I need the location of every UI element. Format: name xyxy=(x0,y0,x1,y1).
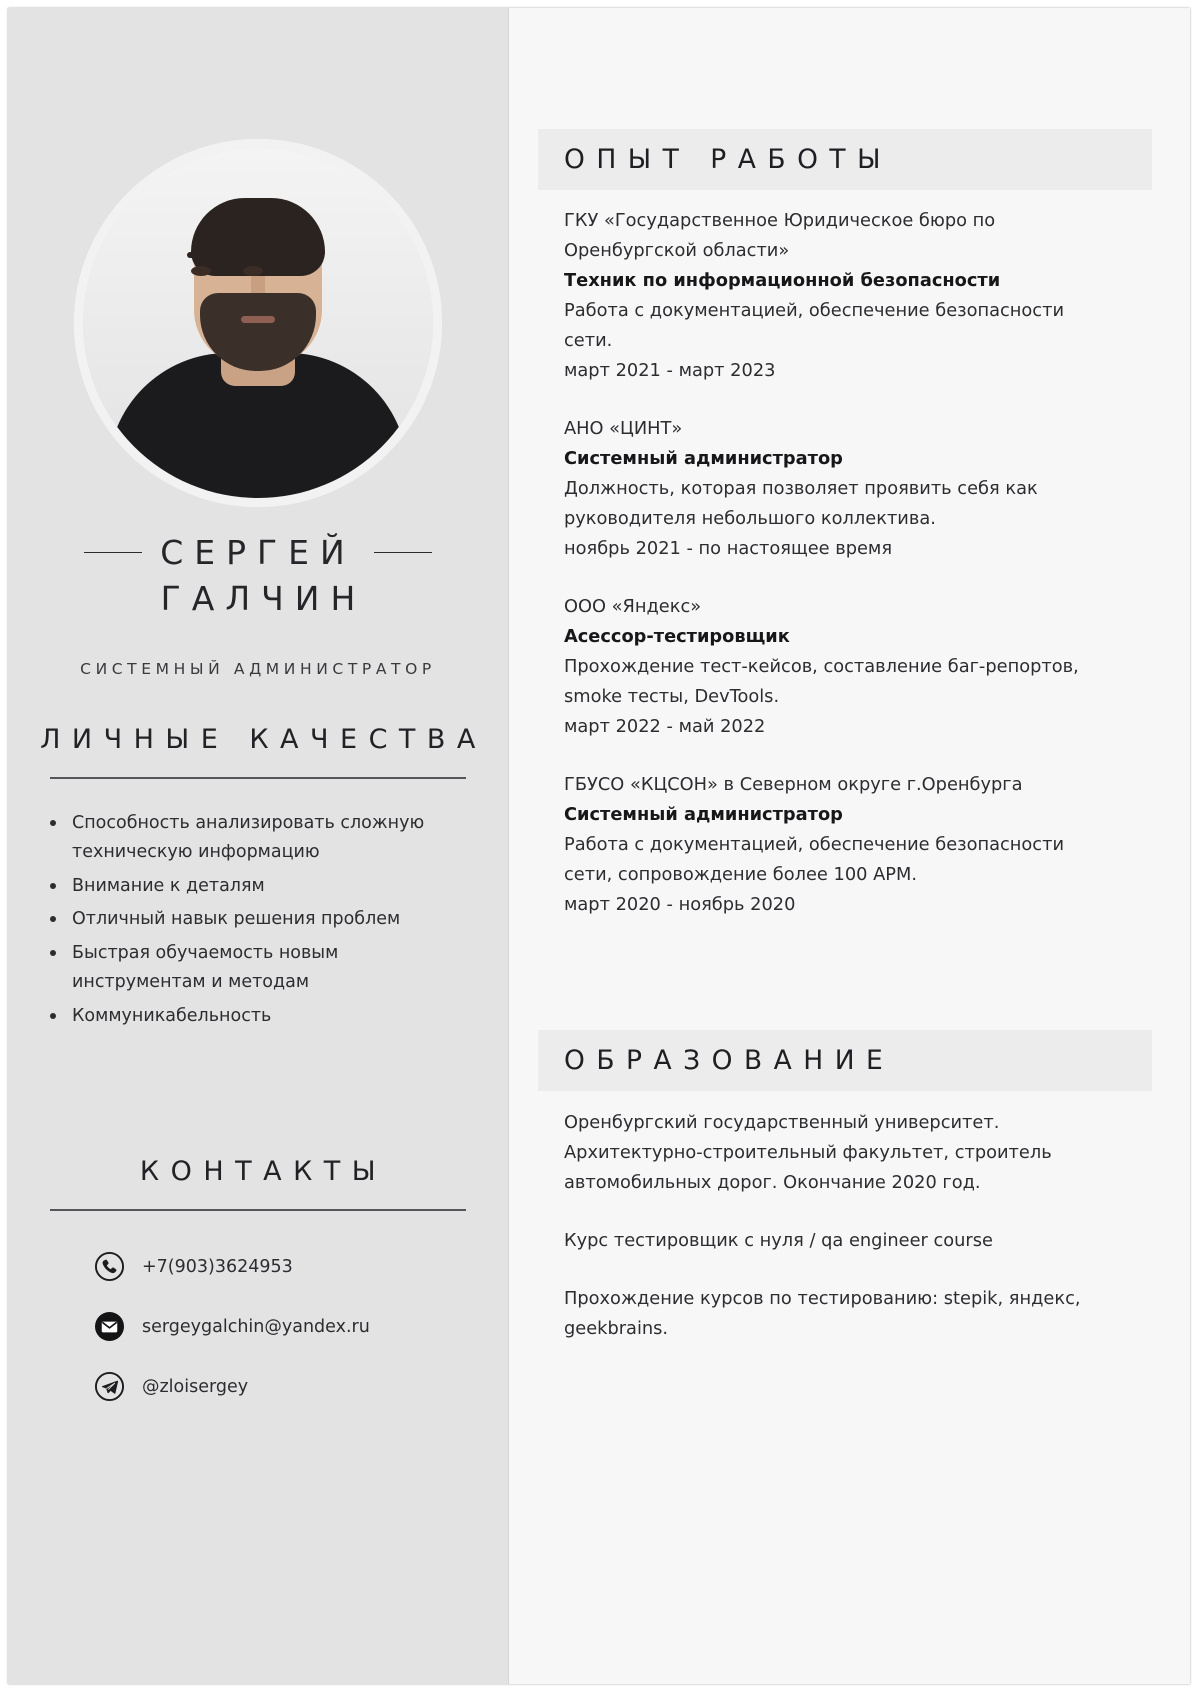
job-description: Должность, которая позволяет проявить себя как руководителя небольшого коллектива. xyxy=(564,478,1038,529)
education-header xyxy=(508,1030,1190,1091)
column-divider xyxy=(508,8,509,1684)
phone-value: +7(903)3624953 xyxy=(142,1256,293,1277)
first-name-row xyxy=(8,533,508,572)
quality-text: Внимание к деталям xyxy=(72,875,265,896)
job-role: Асессор-тестировщик xyxy=(564,626,790,647)
list-item xyxy=(72,939,472,998)
experience-item xyxy=(564,414,1084,564)
personal-qualities-heading: ЛИЧНЫЕ КАЧЕСТВА xyxy=(40,724,487,755)
job-organization: ГБУСО «КЦСОН» в Северном округе г.Оренбурга xyxy=(564,774,1023,795)
job-dates: март 2021 - март 2023 xyxy=(564,360,776,381)
job-dates: март 2022 - май 2022 xyxy=(564,716,766,737)
job-organization: АНО «ЦИНТ» xyxy=(564,418,683,439)
job-dates: март 2020 - ноябрь 2020 xyxy=(564,894,796,915)
education-item: Курс тестировщик с нуля / qa engineer course xyxy=(564,1230,993,1251)
contacts-heading: КОНТАКТЫ xyxy=(139,1156,388,1187)
job-role: Техник по информационной безопасности xyxy=(564,270,1001,291)
list-item xyxy=(72,809,472,868)
avatar-photo xyxy=(83,148,433,498)
experience-list xyxy=(564,206,1084,920)
education-list xyxy=(564,1108,1084,1344)
experience-heading: ОПЫТ РАБОТЫ xyxy=(564,144,892,175)
avatar-ring xyxy=(74,139,442,507)
contact-phone[interactable] xyxy=(94,1245,508,1289)
quality-text: Способность анализировать сложную техническую информацию xyxy=(72,812,425,863)
last-name: ГАЛЧИН xyxy=(160,579,367,618)
job-dates: ноябрь 2021 - по настоящее время xyxy=(564,538,893,559)
job-role: Системный администратор xyxy=(564,448,843,469)
contact-telegram[interactable] xyxy=(94,1365,508,1409)
avatar xyxy=(74,139,442,507)
experience-item xyxy=(564,592,1084,742)
email-value: sergeygalchin@yandex.ru xyxy=(142,1316,370,1337)
bullet-icon xyxy=(50,1013,56,1019)
main-column xyxy=(508,8,1190,1684)
list-item xyxy=(72,1002,472,1032)
telegram-icon xyxy=(94,1371,125,1402)
resume-page xyxy=(8,8,1190,1684)
experience-item xyxy=(564,770,1084,920)
contacts-divider xyxy=(50,1209,466,1211)
sidebar xyxy=(8,8,508,1684)
bullet-icon xyxy=(50,883,56,889)
education-item: Прохождение курсов по тестированию: stepik, яндекс, geekbrains. xyxy=(564,1288,1081,1339)
contact-email[interactable] xyxy=(94,1305,508,1349)
experience-item xyxy=(564,206,1084,386)
job-description: Прохождение тест-кейсов, составление баг-репортов, smoke тесты, DevTools. xyxy=(564,656,1079,707)
experience-header xyxy=(508,129,1190,190)
list-item xyxy=(72,905,472,935)
name-block xyxy=(8,533,508,618)
job-organization: ООО «Яндекс» xyxy=(564,596,702,617)
personal-qualities-section xyxy=(8,724,508,1035)
qualities-list xyxy=(8,809,508,1032)
job-title: СИСТЕМНЫЙ АДМИНИСТРАТОР xyxy=(80,660,436,678)
name-dash-left xyxy=(84,552,142,554)
job-role: Системный администратор xyxy=(564,804,843,825)
quality-text: Коммуникабельность xyxy=(72,1005,272,1026)
bullet-icon xyxy=(50,820,56,826)
email-icon xyxy=(94,1311,125,1342)
first-name: СЕРГЕЙ xyxy=(160,533,356,572)
job-description: Работа с документацией, обеспечение безопасности сети, сопровождение более 100 АРМ. xyxy=(564,834,1065,885)
qualities-divider xyxy=(50,777,466,779)
phone-icon xyxy=(94,1251,125,1282)
quality-text: Отличный навык решения проблем xyxy=(72,909,401,930)
quality-text: Быстрая обучаемость новым инструментам и методам xyxy=(72,942,339,993)
telegram-value: @zloisergey xyxy=(142,1376,249,1397)
contacts-section xyxy=(8,1156,508,1425)
job-description: Работа с документацией, обеспечение безопасности сети. xyxy=(564,300,1065,351)
education-heading: ОБРАЗОВАНИЕ xyxy=(564,1045,895,1076)
contacts-list xyxy=(8,1245,508,1409)
bullet-icon xyxy=(50,950,56,956)
education-item: Оренбургский государственный университет. Архитектурно-строительный факультет, строитель автомобильных дорог. Окончание 2020 год. xyxy=(564,1112,1052,1193)
job-organization: ГКУ «Государственное Юридическое бюро по Оренбургской области» xyxy=(564,210,996,261)
name-dash-right xyxy=(374,552,432,554)
list-item xyxy=(72,872,472,902)
bullet-icon xyxy=(50,916,56,922)
